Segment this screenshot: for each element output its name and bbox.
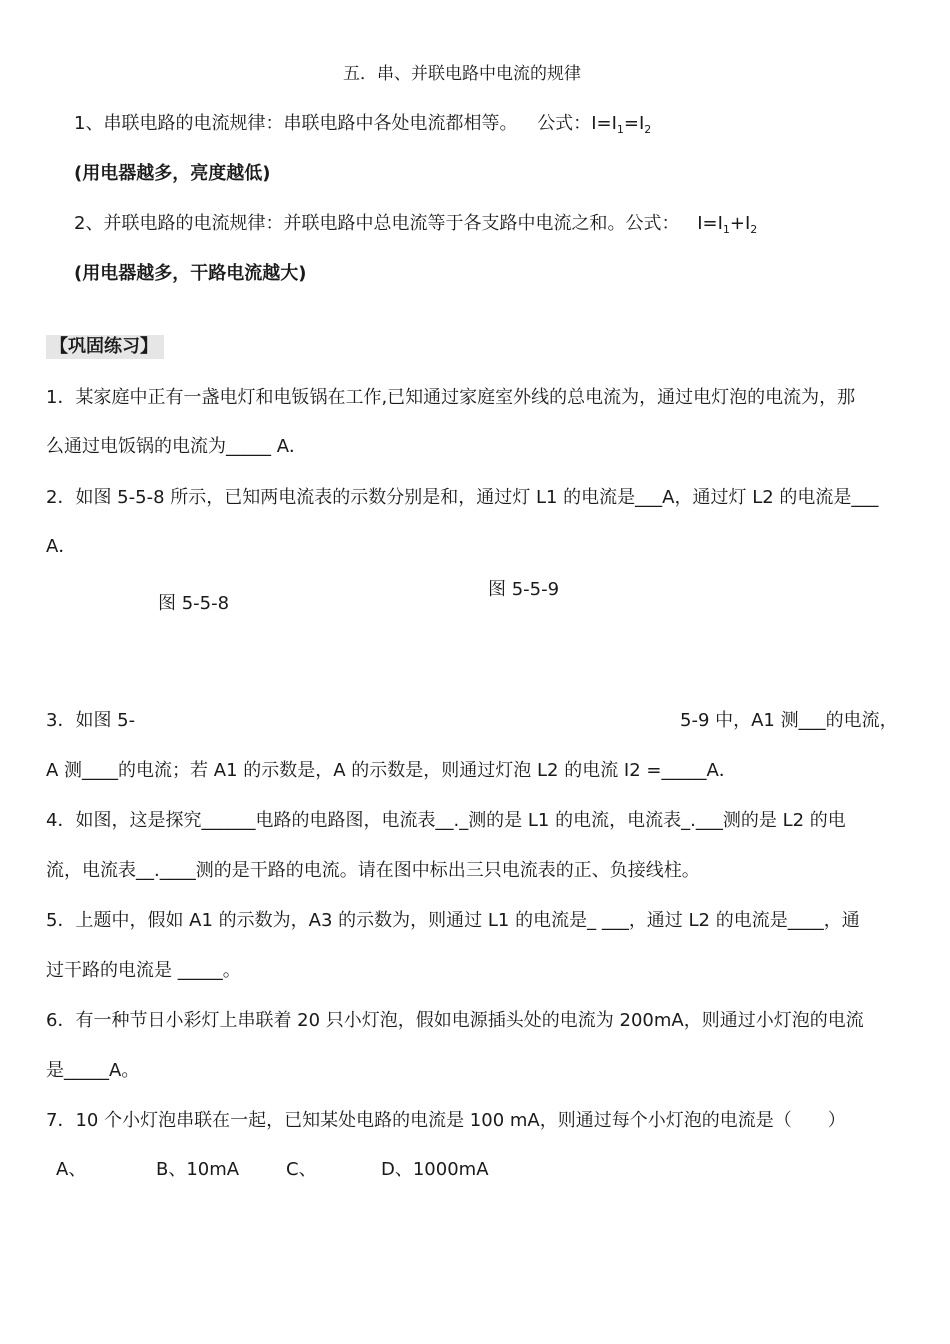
practice-heading-label: 【巩固练习】: [46, 335, 164, 359]
subscript: 1: [616, 123, 624, 136]
question-text: 4．如图，这是探究: [46, 810, 202, 831]
series-note: (用电器越多，亮度越低): [74, 163, 271, 184]
answer-blank: ___: [635, 487, 663, 508]
question-4-line-1: [46, 809, 846, 833]
question-2-line-2: A．: [46, 536, 77, 557]
formula-part: =I: [623, 113, 645, 134]
subscript: 2: [750, 223, 758, 236]
question-text: .: [690, 810, 696, 831]
answer-blank: _____: [661, 760, 707, 781]
question-text: ，通: [823, 910, 860, 931]
answer-blank: ___: [787, 910, 815, 931]
answer-blank: ____: [82, 760, 119, 781]
question-5-line-2: [46, 959, 241, 983]
question-text: 测的是干路的电流。请在图中标出三只电流表的正、负接线柱。: [195, 860, 700, 881]
question-text: A，通过灯 L2 的电流是: [662, 487, 852, 508]
page-title: 五．串、并联电路中电流的规律: [343, 64, 581, 84]
question-text: 2．如图 5-5-8 所示，已知两电流表的示数分别是和，通过灯 L1 的电流是: [46, 487, 636, 508]
answer-blank: ___: [851, 487, 879, 508]
answer-blank: _____: [226, 436, 271, 457]
option-b: B、10mA: [156, 1159, 240, 1180]
formula-part: +I: [729, 213, 751, 234]
practice-heading: [46, 335, 164, 359]
answer-blank: ____: [159, 860, 196, 881]
question-text: ，通过 L2 的电流是: [628, 910, 788, 931]
parallel-rule-text: 2、并联电路的电流规律：并联电路中总电流等于各支路中电流之和。公式：: [74, 213, 680, 234]
question-text: 测的是 L2 的电: [722, 810, 846, 831]
question-text: _: [814, 910, 824, 931]
answer-blank: ___: [601, 910, 629, 931]
parallel-rule: [74, 212, 757, 238]
question-7-line-1: 7．10 个小灯泡串联在一起，已知某处电路的电流是 100 mA，则通过每个小灯泡的电流是（ ）: [46, 1110, 846, 1131]
answer-blank: __: [201, 810, 220, 831]
question-6-line-1: 6．有一种节日小彩灯上串联着 20 只小灯泡，假如电源插头处的电流为 200mA，则通过小灯泡的电流: [46, 1010, 864, 1031]
series-rule: [74, 112, 651, 138]
question-text: 5．上题中，假如 A1 的示数为，A3 的示数为，则通过 L1 的电流是: [46, 910, 588, 931]
question-6-line-2: [46, 1059, 139, 1083]
question-text: 过干路的电流是: [46, 960, 178, 981]
option-d: D、1000mA: [381, 1159, 489, 1180]
answer-blank: _: [587, 910, 597, 931]
answer-blank: ___: [695, 810, 723, 831]
question-1-line-2: [46, 435, 307, 459]
question-text: 5-9 中，A1 测: [680, 710, 799, 731]
question-text: _: [100, 1060, 109, 1081]
question-text: A。: [109, 1060, 140, 1081]
question-2-line-1: [46, 486, 878, 510]
answer-blank: __: [435, 810, 454, 831]
question-text: A．: [706, 760, 737, 781]
figure-caption-5-5-9: 图 5-5-9: [488, 579, 560, 600]
formula-part: I=I: [697, 213, 723, 234]
question-text: A．: [271, 436, 308, 457]
question-text: 的电流；若 A1 的示数是，A 的示数是，则通过灯泡 L2 的电流 I2 =: [118, 760, 662, 781]
formula-part: I=I: [591, 113, 617, 134]
question-text: 电路的电路图，电流表: [255, 810, 436, 831]
question-text: .: [154, 860, 160, 881]
question-5-line-1: [46, 909, 860, 933]
question-text: 。: [222, 960, 241, 981]
answer-blank: __: [136, 860, 154, 881]
question-text: 是: [46, 1060, 64, 1081]
question-text: A 测: [46, 760, 83, 781]
answer-blank: ___: [798, 710, 826, 731]
figure-caption-5-5-8: 图 5-5-8: [158, 593, 230, 614]
question-text: 流，电流表: [46, 860, 136, 881]
option-a: A、: [56, 1159, 87, 1180]
question-text: 测的是 L1 的电流，电流表: [468, 810, 682, 831]
question-3-line-2: [46, 759, 737, 783]
question-4-line-2: [46, 859, 700, 883]
question-1-line-1: 1．某家庭中正有一盏电灯和电钣锅在工作,已知通过家庭室外线的总电流为，通过电灯泡的电流为，那: [46, 387, 856, 408]
answer-blank: ___: [228, 810, 256, 831]
question-3-line-1-start: 3．如图 5-: [46, 710, 136, 731]
subscript: 1: [722, 223, 730, 236]
question-3-line-1-end: [680, 709, 898, 733]
question-text: .: [453, 810, 460, 831]
question-text: _: [219, 810, 229, 831]
answer-blank: _____: [177, 960, 223, 981]
answer-blank: ____: [64, 1060, 100, 1081]
subscript: 2: [644, 123, 652, 136]
answer-blank: _: [681, 810, 691, 831]
parallel-note: (用电器越多，干路电流越大): [74, 263, 307, 284]
series-rule-text: 1、串联电路的电流规律：串联电路中各处电流都相等。: [74, 113, 518, 134]
option-c: C、: [286, 1159, 317, 1180]
question-text: 么通过电饭锅的电流为: [46, 436, 226, 457]
formula-label: 公式：: [537, 113, 592, 134]
answer-blank: _: [459, 810, 469, 831]
question-text: 的电流，: [825, 710, 898, 731]
